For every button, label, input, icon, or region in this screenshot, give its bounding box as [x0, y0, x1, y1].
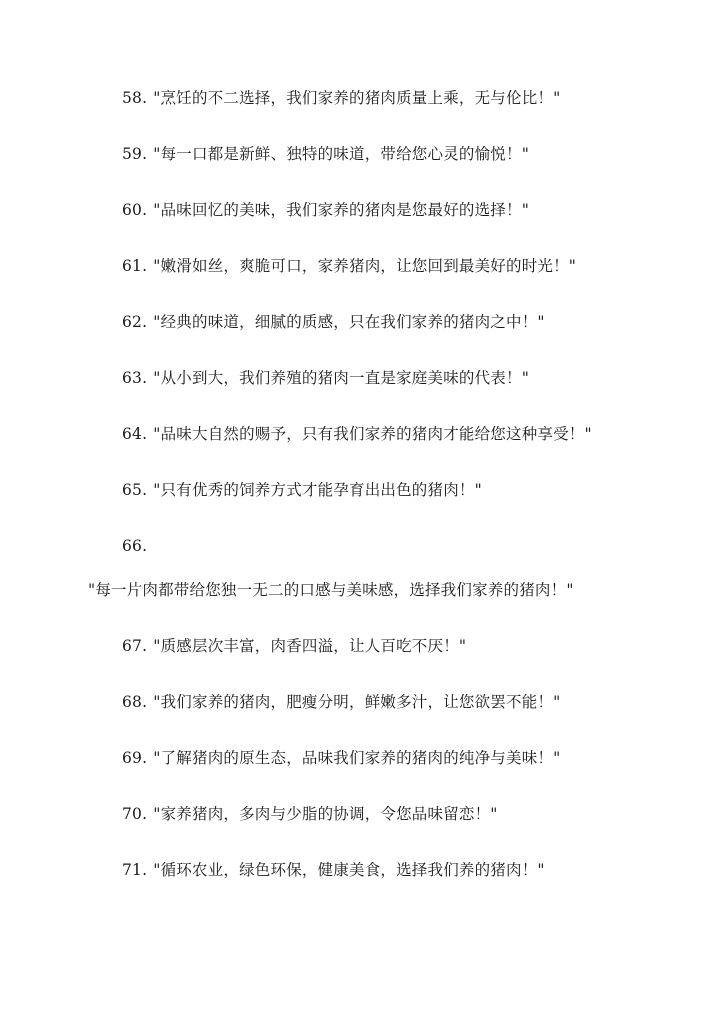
list-item-66-number — [122, 536, 147, 556]
item-text: "品味大自然的赐予，只有我们家养的猪肉才能给您这种享受！" — [153, 425, 592, 443]
item-number: 64. — [122, 425, 148, 443]
item-number: 67. — [122, 637, 148, 655]
item-number: 69. — [122, 749, 148, 767]
list-item-58 — [122, 88, 560, 108]
item-text: "循环农业，绿色环保，健康美食，选择我们养的猪肉！" — [153, 861, 545, 879]
item-number: 65. — [122, 481, 148, 499]
item-text: "经典的味道，细腻的质感，只在我们家养的猪肉之中！" — [153, 313, 545, 331]
list-item-66-text — [88, 580, 574, 600]
list-item-70 — [122, 804, 498, 824]
list-item-69 — [122, 748, 560, 768]
item-number: 58. — [122, 89, 148, 107]
list-item-71 — [122, 860, 545, 880]
item-number: 59. — [122, 145, 148, 163]
list-item-63 — [122, 368, 529, 388]
item-number: 71. — [122, 861, 148, 879]
item-text: "我们家养的猪肉，肥瘦分明，鲜嫩多汁，让您欲罢不能！" — [153, 693, 561, 711]
item-text: "只有优秀的饲养方式才能孕育出出色的猪肉！" — [153, 481, 482, 499]
item-number: 61. — [122, 257, 148, 275]
item-text: "烹饪的不二选择，我们家养的猪肉质量上乘，无与伦比！" — [153, 89, 561, 107]
list-item-64 — [122, 424, 592, 444]
item-number: 66. — [122, 537, 148, 555]
item-number: 62. — [122, 313, 148, 331]
list-item-60 — [122, 200, 529, 220]
list-item-62 — [122, 312, 545, 332]
list-item-67 — [122, 636, 466, 656]
item-text: "质感层次丰富，肉香四溢，让人百吃不厌！" — [153, 637, 467, 655]
item-text: "嫩滑如丝，爽脆可口，家养猪肉，让您回到最美好的时光！" — [153, 257, 577, 275]
item-text: "每一口都是新鲜、独特的味道，带给您心灵的愉悦！" — [153, 145, 530, 163]
list-item-59 — [122, 144, 529, 164]
item-text: "每一片肉都带给您独一无二的口感与美味感，选择我们家养的猪肉！" — [88, 581, 574, 599]
item-text: "从小到大，我们养殖的猪肉一直是家庭美味的代表！" — [153, 369, 530, 387]
list-item-61 — [122, 256, 576, 276]
item-text: "家养猪肉，多肉与少脂的协调，令您品味留恋！" — [153, 805, 498, 823]
item-number: 70. — [122, 805, 148, 823]
list-item-68 — [122, 692, 560, 712]
item-number: 60. — [122, 201, 148, 219]
item-number: 63. — [122, 369, 148, 387]
item-number: 68. — [122, 693, 148, 711]
list-item-65 — [122, 480, 482, 500]
item-text: "品味回忆的美味，我们家养的猪肉是您最好的选择！" — [153, 201, 530, 219]
item-text: "了解猪肉的原生态，品味我们家养的猪肉的纯净与美味！" — [153, 749, 561, 767]
